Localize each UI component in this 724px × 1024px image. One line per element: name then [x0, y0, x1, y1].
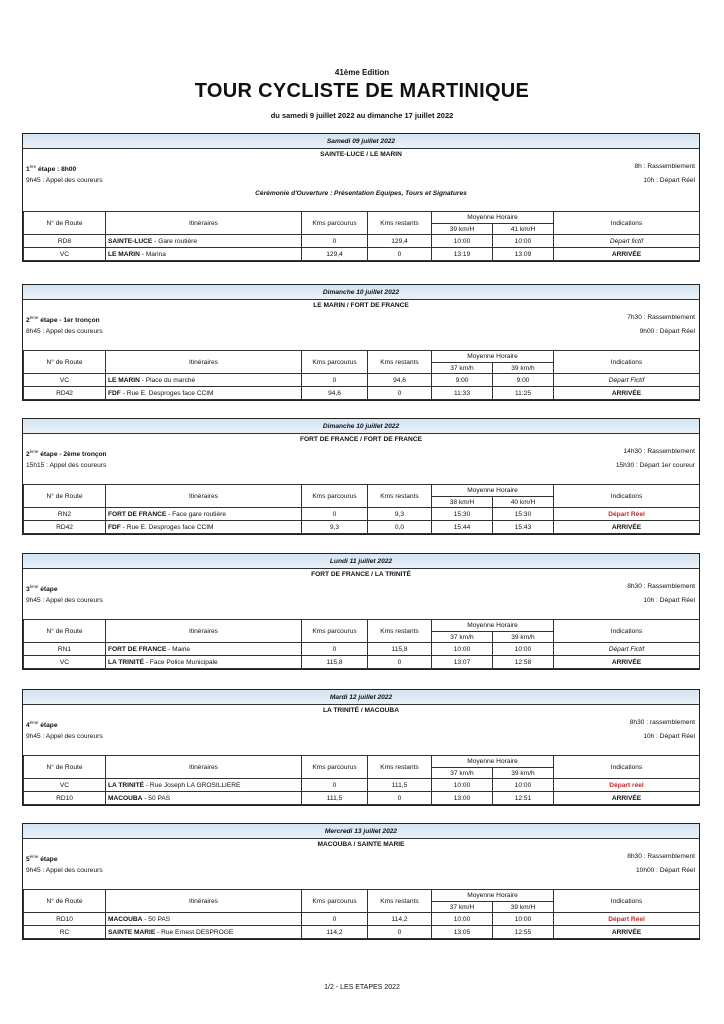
- itinerary-place: FDF: [108, 389, 121, 397]
- cell-kms-done: 111,5: [302, 792, 368, 805]
- col-header-speed-1: 39 km/H: [432, 224, 493, 235]
- col-header-indications: Indications: [554, 212, 700, 235]
- stage-line-2: [23, 730, 699, 744]
- stage-appel: 9h45 : Appel des coureurs: [26, 867, 103, 874]
- stage-date: Mercredi 13 juillet 2022: [23, 824, 699, 839]
- stage-route: FORT DE FRANCE / FORT DE FRANCE: [300, 436, 422, 443]
- table-row: [24, 926, 700, 939]
- stage-date: Lundi 11 juillet 2022: [23, 554, 699, 569]
- cell-kms-done: 0: [302, 779, 368, 792]
- table-row: [24, 374, 700, 387]
- itinerary-detail: - Mairie: [166, 645, 191, 653]
- itinerary-place: SAINTE MARIE: [108, 928, 156, 936]
- stage-rassemblement: 8h30 : Rassemblement: [627, 583, 695, 590]
- stage-line-1: [23, 445, 699, 459]
- page-footer: 1/2 - LES ETAPES 2022: [324, 984, 400, 991]
- cell-kms-left: 0: [368, 926, 432, 939]
- stage-etape: 1ère étape : 8h00: [26, 164, 77, 174]
- stage-block: [22, 689, 700, 806]
- col-header-itinerary: Itinéraires: [106, 756, 302, 779]
- itinerary-detail: - 50 PAS: [142, 915, 171, 923]
- stage-rassemblement: 8h30 : Rassemblement: [627, 853, 695, 860]
- cell-kms-done: 0: [302, 508, 368, 521]
- cell-route: RC: [24, 926, 106, 939]
- col-header-kms-done: Kms parcourus: [302, 890, 368, 913]
- stage-route: SAINTE-LUCE / LE MARIN: [320, 151, 402, 158]
- table-row: [24, 792, 700, 805]
- col-header-itinerary: Itinéraires: [106, 890, 302, 913]
- stage-block: [22, 284, 700, 401]
- cell-indication: Départ Fictif: [554, 374, 700, 387]
- cell-indication: ARRIVÉE: [554, 248, 700, 261]
- cell-itinerary: [106, 779, 302, 792]
- itinerary-place: FDF: [108, 523, 121, 531]
- cell-route: VC: [24, 656, 106, 669]
- cell-kms-done: 9,3: [302, 521, 368, 534]
- cell-indication: Départ fictif: [554, 235, 700, 248]
- table-row: [24, 656, 700, 669]
- stage-rassemblement: 7h30 : Rassemblement: [627, 314, 695, 321]
- cell-time-2: 15:43: [493, 521, 554, 534]
- stage-line-1: [23, 160, 699, 174]
- cell-kms-left: 9,3: [368, 508, 432, 521]
- stage-line-2: [23, 594, 699, 608]
- cell-route: VC: [24, 248, 106, 261]
- col-header-avg-speed: Moyenne Horaire: [432, 890, 554, 902]
- stage-route: MACOUBA / SAINTE MARIE: [317, 841, 405, 848]
- stage-depart: 10h00 : Départ Réel: [635, 867, 695, 874]
- table-row: [24, 913, 700, 926]
- cell-route: RN2: [24, 508, 106, 521]
- itinerary-place: LE MARIN: [108, 376, 140, 384]
- cell-itinerary: [106, 656, 302, 669]
- cell-route: RD10: [24, 792, 106, 805]
- cell-time-2: 9:00: [493, 374, 554, 387]
- stage-line-1: [23, 311, 699, 325]
- cell-route: VC: [24, 779, 106, 792]
- col-header-kms-left: Kms restants: [368, 890, 432, 913]
- itinerary-place: LE MARIN: [108, 250, 140, 258]
- itinerary-detail: - Rue E. Desproges face CCIM: [120, 389, 214, 397]
- cell-indication: ARRIVÉE: [554, 926, 700, 939]
- stage-date: Samedi 09 juillet 2022: [23, 134, 699, 149]
- stage-block: [22, 823, 700, 940]
- col-header-itinerary: Itinéraires: [106, 351, 302, 374]
- page-title: TOUR CYCLISTE DE MARTINIQUE: [194, 80, 530, 102]
- stage-table: [23, 889, 700, 939]
- cell-itinerary: [106, 643, 302, 656]
- itinerary-place: FORT DE FRANCE: [108, 645, 167, 653]
- itinerary-place: FORT DE FRANCE: [108, 510, 167, 518]
- table-row: [24, 521, 700, 534]
- stage-line-2: [23, 174, 699, 188]
- stage-line-1: [23, 850, 699, 864]
- cell-kms-done: 0: [302, 235, 368, 248]
- cell-indication: ARRIVÉE: [554, 521, 700, 534]
- stage-rassemblement: 8h30 : rassemblement: [629, 719, 695, 726]
- col-header-avg-speed: Moyenne Horaire: [432, 756, 554, 768]
- cell-time-1: 13:05: [432, 926, 493, 939]
- col-header-kms-left: Kms restants: [368, 756, 432, 779]
- cell-route: RD10: [24, 913, 106, 926]
- cell-time-1: 10:00: [432, 643, 493, 656]
- itinerary-detail: - Place du marché: [139, 376, 196, 384]
- cell-time-1: 15:44: [432, 521, 493, 534]
- col-header-speed-2: 40 km/H: [493, 497, 554, 508]
- cell-kms-done: 0: [302, 374, 368, 387]
- cell-kms-left: 114,2: [368, 913, 432, 926]
- cell-indication: Départ Réel: [554, 913, 700, 926]
- col-header-route: N° de Route: [24, 620, 106, 643]
- stage-table: [23, 755, 700, 805]
- col-header-kms-done: Kms parcourus: [302, 212, 368, 235]
- itinerary-place: SAINTE-LUCE: [108, 237, 153, 245]
- cell-route: RD42: [24, 521, 106, 534]
- col-header-route: N° de Route: [24, 485, 106, 508]
- cell-indication: Départ réel: [554, 779, 700, 792]
- col-header-speed-2: 39 km/h: [493, 768, 554, 779]
- cell-kms-done: 94,6: [302, 387, 368, 400]
- cell-time-2: 12:51: [493, 792, 554, 805]
- table-row: [24, 387, 700, 400]
- col-header-kms-done: Kms parcourus: [302, 756, 368, 779]
- cell-itinerary: [106, 521, 302, 534]
- cell-time-2: 13:09: [493, 248, 554, 261]
- stage-depart: 10h : Départ Réel: [643, 177, 695, 184]
- cell-time-2: 15:30: [493, 508, 554, 521]
- cell-time-1: 11:33: [432, 387, 493, 400]
- table-row: [24, 235, 700, 248]
- itinerary-detail: - Rue Ernest DESPROGE: [155, 928, 234, 936]
- col-header-indications: Indications: [554, 351, 700, 374]
- itinerary-detail: - Gare routière: [152, 237, 198, 245]
- stage-date: Mardi 12 juillet 2022: [23, 690, 699, 705]
- col-header-avg-speed: Moyenne Horaire: [432, 620, 554, 632]
- stage-date: Dimanche 10 juillet 2022: [23, 285, 699, 300]
- stage-etape: 3ème étape: [26, 584, 58, 594]
- stage-etape: 2ème étape - 2ème tronçon: [26, 449, 107, 459]
- cell-time-1: 13:07: [432, 656, 493, 669]
- cell-indication: ARRIVÉE: [554, 656, 700, 669]
- col-header-indications: Indications: [554, 620, 700, 643]
- itinerary-place: MACOUBA: [108, 915, 143, 923]
- col-header-kms-done: Kms parcourus: [302, 351, 368, 374]
- col-header-speed-2: 41 km/H: [493, 224, 554, 235]
- cell-kms-done: 129,4: [302, 248, 368, 261]
- stage-appel: 15h15 : Appel des coureurs: [26, 462, 107, 469]
- table-row: [24, 779, 700, 792]
- stage-route: LE MARIN / FORT DE FRANCE: [313, 302, 409, 309]
- cell-kms-left: 0: [368, 656, 432, 669]
- col-header-route: N° de Route: [24, 212, 106, 235]
- itinerary-detail: - Marina: [139, 250, 166, 258]
- col-header-route: N° de Route: [24, 351, 106, 374]
- col-header-kms-left: Kms restants: [368, 620, 432, 643]
- col-header-route: N° de Route: [24, 890, 106, 913]
- col-header-itinerary: Itinéraires: [106, 485, 302, 508]
- cell-kms-left: 0,0: [368, 521, 432, 534]
- stage-etape: 2ème étape - 1er tronçon: [26, 315, 100, 325]
- table-row: [24, 248, 700, 261]
- stage-table: [23, 484, 700, 534]
- stage-etape: 4ème étape: [26, 720, 58, 730]
- stage-depart: 9h00 : Départ Réel: [639, 328, 695, 335]
- cell-kms-left: 0: [368, 792, 432, 805]
- col-header-kms-left: Kms restants: [368, 212, 432, 235]
- stage-etape: 5ème étape: [26, 854, 58, 864]
- stage-depart: 15h30 : Départ 1er coureur: [615, 462, 695, 469]
- col-header-avg-speed: Moyenne Horaire: [432, 485, 554, 497]
- stage-date: Dimanche 10 juillet 2022: [23, 419, 699, 434]
- stage-depart: 10h : Départ Réel: [643, 597, 695, 604]
- col-header-speed-1: 37 km/h: [432, 632, 493, 643]
- cell-time-1: 13:19: [432, 248, 493, 261]
- cell-itinerary: [106, 248, 302, 261]
- stage-route: FORT DE FRANCE / LA TRINITÉ: [311, 571, 411, 578]
- cell-indication: ARRIVÉE: [554, 792, 700, 805]
- table-row: [24, 643, 700, 656]
- stage-depart: 10h : Départ Réel: [643, 733, 695, 740]
- stage-table: [23, 211, 700, 261]
- stage-block: [22, 553, 700, 670]
- stage-appel: 9h45 : Appel des coureurs: [26, 597, 103, 604]
- col-header-speed-1: 37 km/h: [432, 768, 493, 779]
- col-header-speed-2: 39 km/h: [493, 363, 554, 374]
- itinerary-detail: - Face Police Municipale: [144, 658, 218, 666]
- itinerary-place: MACOUBA: [108, 794, 143, 802]
- cell-time-1: 9:00: [432, 374, 493, 387]
- cell-time-2: 10:00: [493, 235, 554, 248]
- cell-itinerary: [106, 235, 302, 248]
- cell-kms-left: 0: [368, 387, 432, 400]
- cell-kms-done: 0: [302, 643, 368, 656]
- cell-kms-left: 111,5: [368, 779, 432, 792]
- itinerary-detail: - Face gare routière: [166, 510, 226, 518]
- col-header-speed-1: 37 km/h: [432, 363, 493, 374]
- cell-itinerary: [106, 387, 302, 400]
- cell-kms-done: 114,2: [302, 926, 368, 939]
- cell-route: RN1: [24, 643, 106, 656]
- cell-time-1: 10:00: [432, 913, 493, 926]
- stage-ceremony: Cérémonie d'Ouverture : Présentation Equipes, Tours et Signatures: [255, 190, 467, 197]
- cell-itinerary: [106, 508, 302, 521]
- stage-appel: 8h45 : Appel des coureurs: [26, 328, 103, 335]
- cell-time-2: 10:00: [493, 913, 554, 926]
- cell-itinerary: [106, 913, 302, 926]
- cell-time-2: 10:00: [493, 779, 554, 792]
- col-header-speed-1: 38 km/H: [432, 497, 493, 508]
- cell-indication: Départ Réel: [554, 508, 700, 521]
- col-header-kms-left: Kms restants: [368, 485, 432, 508]
- stage-line-2: [23, 325, 699, 339]
- stage-rassemblement: 8h : Rassemblement: [634, 163, 695, 170]
- cell-kms-left: 94,6: [368, 374, 432, 387]
- cell-itinerary: [106, 926, 302, 939]
- cell-time-2: 12:58: [493, 656, 554, 669]
- col-header-itinerary: Itinéraires: [106, 620, 302, 643]
- col-header-avg-speed: Moyenne Horaire: [432, 351, 554, 363]
- col-header-kms-left: Kms restants: [368, 351, 432, 374]
- stage-line-2: [23, 459, 699, 473]
- table-row: [24, 508, 700, 521]
- col-header-indications: Indications: [554, 890, 700, 913]
- stage-route: LA TRINITÉ / MACOUBA: [323, 707, 399, 714]
- cell-kms-left: 115,8: [368, 643, 432, 656]
- itinerary-place: LA TRINITÉ: [108, 658, 145, 666]
- col-header-kms-done: Kms parcourus: [302, 485, 368, 508]
- cell-route: RD8: [24, 235, 106, 248]
- cell-kms-left: 129,4: [368, 235, 432, 248]
- date-range: du samedi 9 juillet 2022 au dimanche 17 juillet 2022: [270, 111, 454, 120]
- cell-kms-left: 0: [368, 248, 432, 261]
- itinerary-place: LA TRINITÉ: [108, 781, 145, 789]
- cell-time-1: 15:30: [432, 508, 493, 521]
- stage-rassemblement: 14h30 : Rassemblement: [623, 448, 695, 455]
- stage-line-1: [23, 580, 699, 594]
- cell-itinerary: [106, 374, 302, 387]
- cell-time-2: 12:55: [493, 926, 554, 939]
- cell-time-2: 10:00: [493, 643, 554, 656]
- cell-time-1: 10:00: [432, 235, 493, 248]
- edition-label: 41ème Edition: [334, 68, 390, 77]
- cell-kms-done: 0: [302, 913, 368, 926]
- stage-block: [22, 418, 700, 535]
- itinerary-detail: - Rue Joseph LA GROSILLIERE: [144, 781, 241, 789]
- stage-appel: 9h45 : Appel des coureurs: [26, 177, 103, 184]
- cell-itinerary: [106, 792, 302, 805]
- col-header-speed-2: 39 km/H: [493, 902, 554, 913]
- col-header-speed-2: 39 km/h: [493, 632, 554, 643]
- col-header-itinerary: Itinéraires: [106, 212, 302, 235]
- itinerary-detail: - 50 PAS: [142, 794, 171, 802]
- stage-appel: 9h45 : Appel des coureurs: [26, 733, 103, 740]
- cell-indication: ARRIVÉE: [554, 387, 700, 400]
- cell-kms-done: 115,8: [302, 656, 368, 669]
- cell-indication: Départ Fictif: [554, 643, 700, 656]
- stage-table: [23, 619, 700, 669]
- col-header-route: N° de Route: [24, 756, 106, 779]
- cell-route: RD42: [24, 387, 106, 400]
- cell-time-1: 10:00: [432, 779, 493, 792]
- cell-time-1: 13:00: [432, 792, 493, 805]
- col-header-indications: Indications: [554, 485, 700, 508]
- stage-line-2: [23, 864, 699, 878]
- col-header-avg-speed: Moyenne Horaire: [432, 212, 554, 224]
- stage-block: [22, 133, 700, 262]
- stage-line-1: [23, 716, 699, 730]
- stage-table: [23, 350, 700, 400]
- col-header-speed-1: 37 km/H: [432, 902, 493, 913]
- cell-route: VC: [24, 374, 106, 387]
- itinerary-detail: - Rue E. Desproges face CCIM: [120, 523, 214, 531]
- cell-time-2: 11:25: [493, 387, 554, 400]
- col-header-indications: Indications: [554, 756, 700, 779]
- col-header-kms-done: Kms parcourus: [302, 620, 368, 643]
